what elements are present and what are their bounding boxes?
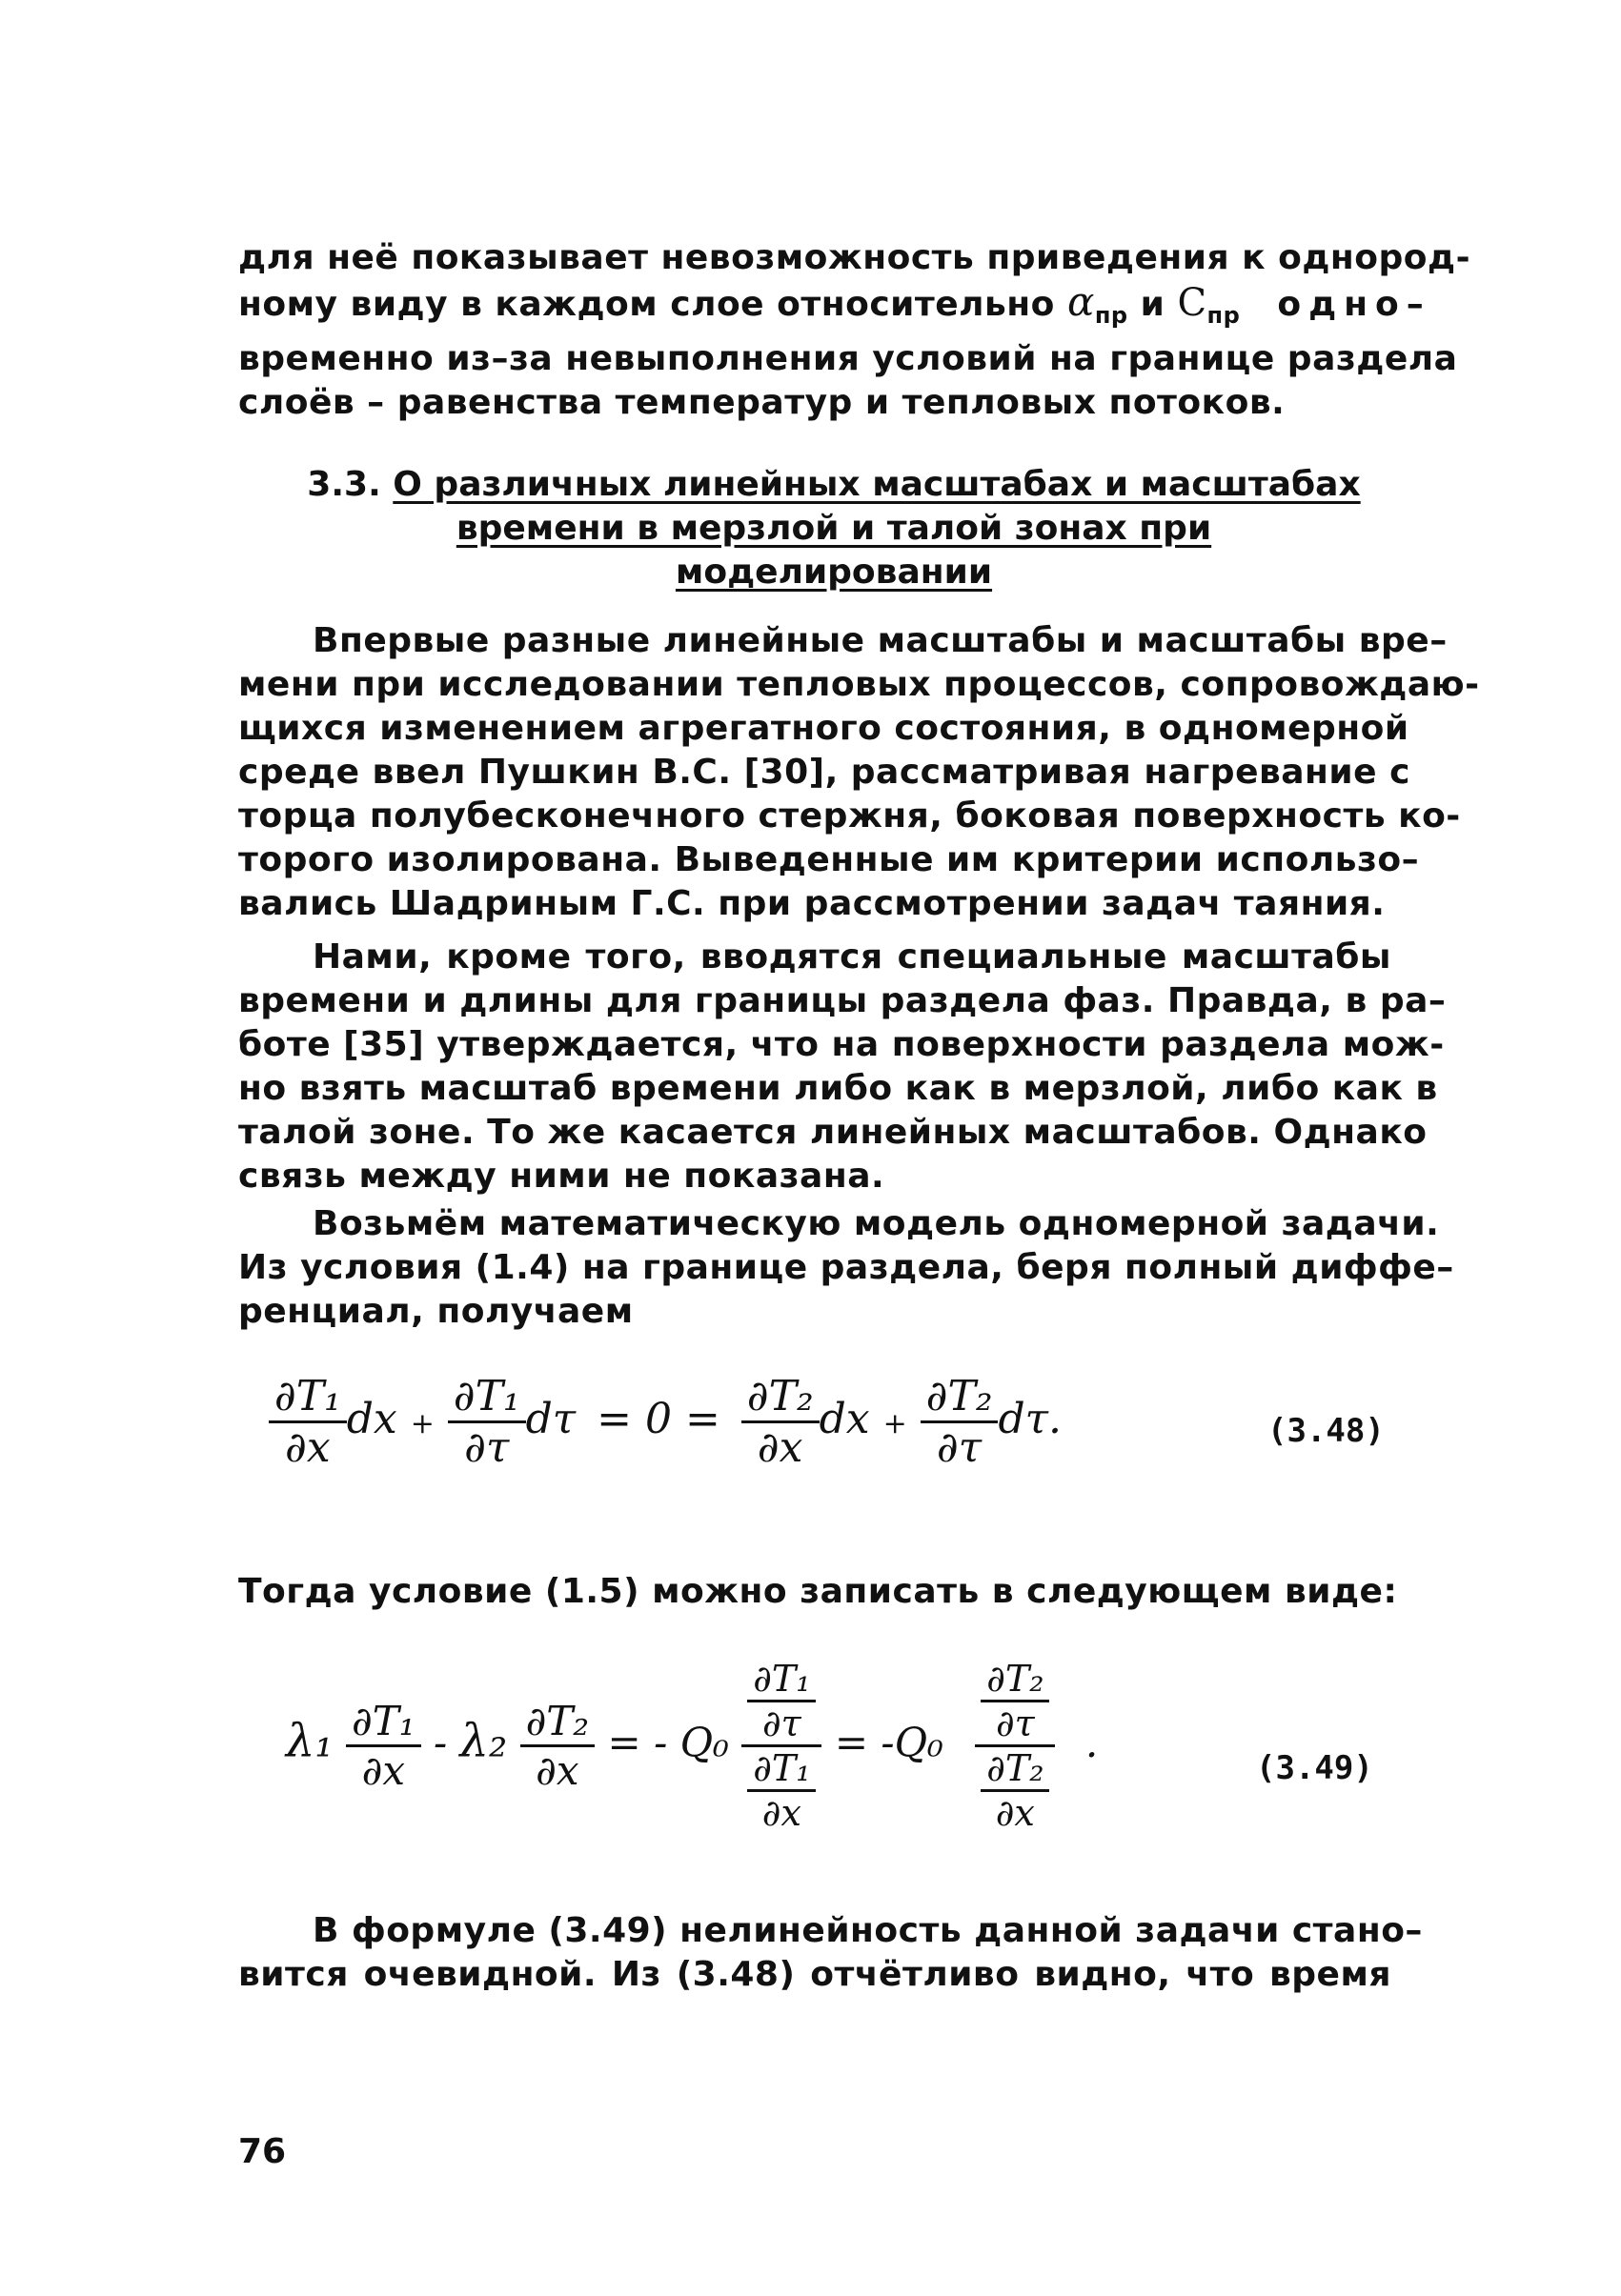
eq1-f2-den: ∂τ <box>464 1423 510 1472</box>
eq2-end: . <box>1084 1719 1099 1766</box>
eq1-f1-num: ∂T₁ <box>269 1372 347 1423</box>
section-title-1: О различных линейных масштабах и масштабах <box>393 465 1361 504</box>
eq1-f4-den: ∂τ <box>937 1423 983 1472</box>
p2-line-3: боте [35] утверждается, что на поверхности раздела мож- <box>238 1025 1445 1064</box>
p1-line-3: щихся изменением агрегатного состояния, в одномерной <box>238 709 1409 748</box>
section-heading-line-1 <box>238 463 1391 507</box>
p2-line-2: времени и длины для границы раздела фаз. Правда, в ра– <box>238 981 1447 1020</box>
paragraph-4 <box>238 1570 1398 1614</box>
eq2-f4-denominator <box>975 1747 1055 1834</box>
p4-line-1: Тогда условие (1.5) можно записать в следующем виде: <box>238 1572 1398 1611</box>
eq1-dtau-2: dτ <box>998 1395 1048 1443</box>
eq1-frac-4 <box>921 1372 999 1472</box>
eq2-minus-q0: - Q₀ <box>654 1719 729 1766</box>
eq1-plus-2: + <box>882 1407 907 1440</box>
eq2-equals-1: = <box>607 1719 641 1766</box>
p1-line-4: среде ввел Пушкин В.С. [30], рассматривая нагревание с <box>238 753 1410 792</box>
eq2-equals-2: = <box>834 1719 869 1766</box>
eq1-frac-3 <box>741 1372 820 1472</box>
eq1-f3-num: ∂T₂ <box>741 1372 820 1423</box>
p3-line-3: ренциал, получаем <box>238 1292 634 1331</box>
intro-line-3: временно из–за невыполнения условий на границе раздела <box>238 339 1458 379</box>
eq1-end: . <box>1047 1395 1062 1443</box>
p2-line-4: но взять масштаб времени либо как в мерзлой, либо как в <box>238 1069 1438 1108</box>
eq2-f4-inner-num <box>981 1658 1049 1744</box>
eq2-f3-dn: ∂T₁ <box>747 1747 816 1792</box>
equation-3-49 <box>286 1658 1098 1834</box>
eq1-f4-num: ∂T₂ <box>921 1372 999 1423</box>
eq2-f4-inner-den <box>981 1747 1049 1834</box>
p1-line-5: торца полубесконечного стержня, боковая поверхность ко- <box>238 796 1461 836</box>
alpha-subscript: пр <box>1094 302 1128 330</box>
alpha-symbol: α <box>1066 278 1095 325</box>
eq2-f1-num: ∂T₁ <box>346 1698 421 1747</box>
equation-3-48 <box>269 1372 1062 1472</box>
paragraph-2 <box>238 936 1447 1198</box>
eq2-f3-nn: ∂T₁ <box>747 1658 816 1702</box>
equation-number-3-48: (3.48) <box>1267 1412 1385 1450</box>
c-symbol: С <box>1177 281 1207 325</box>
eq2-f3-dd: ∂x <box>761 1792 801 1834</box>
intro-paragraph <box>238 236 1471 425</box>
eq2-f3-denominator <box>741 1747 821 1834</box>
p3-line-2: Из условия (1.4) на границе раздела, беря полный диффе– <box>238 1248 1454 1287</box>
eq1-dtau: dτ <box>525 1395 577 1443</box>
section-number: 3.3. <box>307 465 381 504</box>
intro-line-1: для неё показывает невозможность приведения к однород- <box>238 238 1471 277</box>
eq1-dx-2: dx <box>819 1395 870 1443</box>
section-title-3: моделировании <box>675 553 993 592</box>
intro-line-4: слоёв – равенства температур и тепловых потоков. <box>238 383 1286 423</box>
section-heading <box>238 463 1391 594</box>
eq2-f2-den: ∂x <box>536 1747 579 1794</box>
p1-line-7: вались Шадриным Г.С. при рассмотрении задач таяния. <box>238 884 1386 923</box>
p2-line-1: Нами, кроме того, вводятся специальные масштабы <box>313 937 1391 977</box>
p3-line-1: Возьмём математическую модель одномерной задачи. <box>313 1204 1440 1243</box>
eq2-f4-nd: ∂τ <box>996 1702 1035 1744</box>
eq2-f4-numerator <box>975 1658 1055 1747</box>
eq2-frac-4 <box>975 1658 1055 1834</box>
eq2-f4-nn: ∂T₂ <box>981 1658 1049 1702</box>
eq1-frac-1 <box>269 1372 347 1472</box>
intro-line-2 <box>238 278 1431 337</box>
eq2-f4-dn: ∂T₂ <box>981 1747 1049 1792</box>
eq1-f2-num: ∂T₁ <box>448 1372 526 1423</box>
page-number: 76 <box>238 2132 287 2171</box>
p2-line-5: талой зоне. То же касается линейных масштабов. Однако <box>238 1113 1428 1152</box>
equation-number-3-49: (3.49) <box>1256 1749 1373 1787</box>
paragraph-1 <box>238 619 1480 926</box>
eq2-frac-3 <box>741 1658 821 1834</box>
eq2-f3-nd: ∂τ <box>762 1702 801 1744</box>
eq2-f3-inner-num <box>747 1658 816 1744</box>
eq1-f1-den: ∂x <box>285 1423 331 1472</box>
p1-line-2: мени при исследовании тепловых процессов, сопровождаю- <box>238 665 1480 704</box>
eq2-frac-1 <box>346 1698 421 1794</box>
eq2-f3-inner-den <box>747 1747 816 1834</box>
eq1-plus-1: + <box>410 1407 435 1440</box>
eq2-lambda-2: λ₂ <box>459 1714 508 1768</box>
intro-line-2-text: ному виду в каждом слое относительно <box>238 285 1055 324</box>
eq2-f1-den: ∂x <box>361 1747 406 1794</box>
eq1-dx: dx <box>346 1395 397 1443</box>
paragraph-3 <box>238 1202 1454 1334</box>
paragraph-5 <box>238 1909 1423 1997</box>
eq1-frac-2 <box>448 1372 526 1472</box>
eq2-lambda-1: λ₁ <box>286 1714 334 1768</box>
eq2-frac-2 <box>520 1698 596 1794</box>
section-title-2: времени в мерзлой и талой зонах при <box>456 509 1212 548</box>
p2-line-6: связь между ними не показана. <box>238 1157 885 1196</box>
eq2-f4-dd: ∂x <box>995 1792 1035 1834</box>
eq2-f3-numerator <box>741 1658 821 1747</box>
intro-tail: одно– <box>1277 285 1431 324</box>
eq2-minus: - <box>433 1719 448 1766</box>
eq1-equals-zero: = 0 = <box>597 1395 720 1443</box>
c-subscript: пр <box>1206 302 1241 330</box>
intro-and: и <box>1140 285 1165 324</box>
p5-line-1: В формуле (3.49) нелинейность данной задачи стано– <box>313 1911 1423 1950</box>
p1-line-6: торого изолирована. Выведенные им критерии использо– <box>238 840 1420 879</box>
p1-line-1: Впервые разные линейные масштабы и масштабы вре– <box>313 621 1448 660</box>
eq1-f3-den: ∂x <box>757 1423 803 1472</box>
eq2-f2-num: ∂T₂ <box>520 1698 596 1747</box>
p5-line-2: вится очевидной. Из (3.48) отчётливо видно, что время <box>238 1955 1391 1994</box>
eq2-minus-q0-b: -Q₀ <box>881 1719 943 1766</box>
